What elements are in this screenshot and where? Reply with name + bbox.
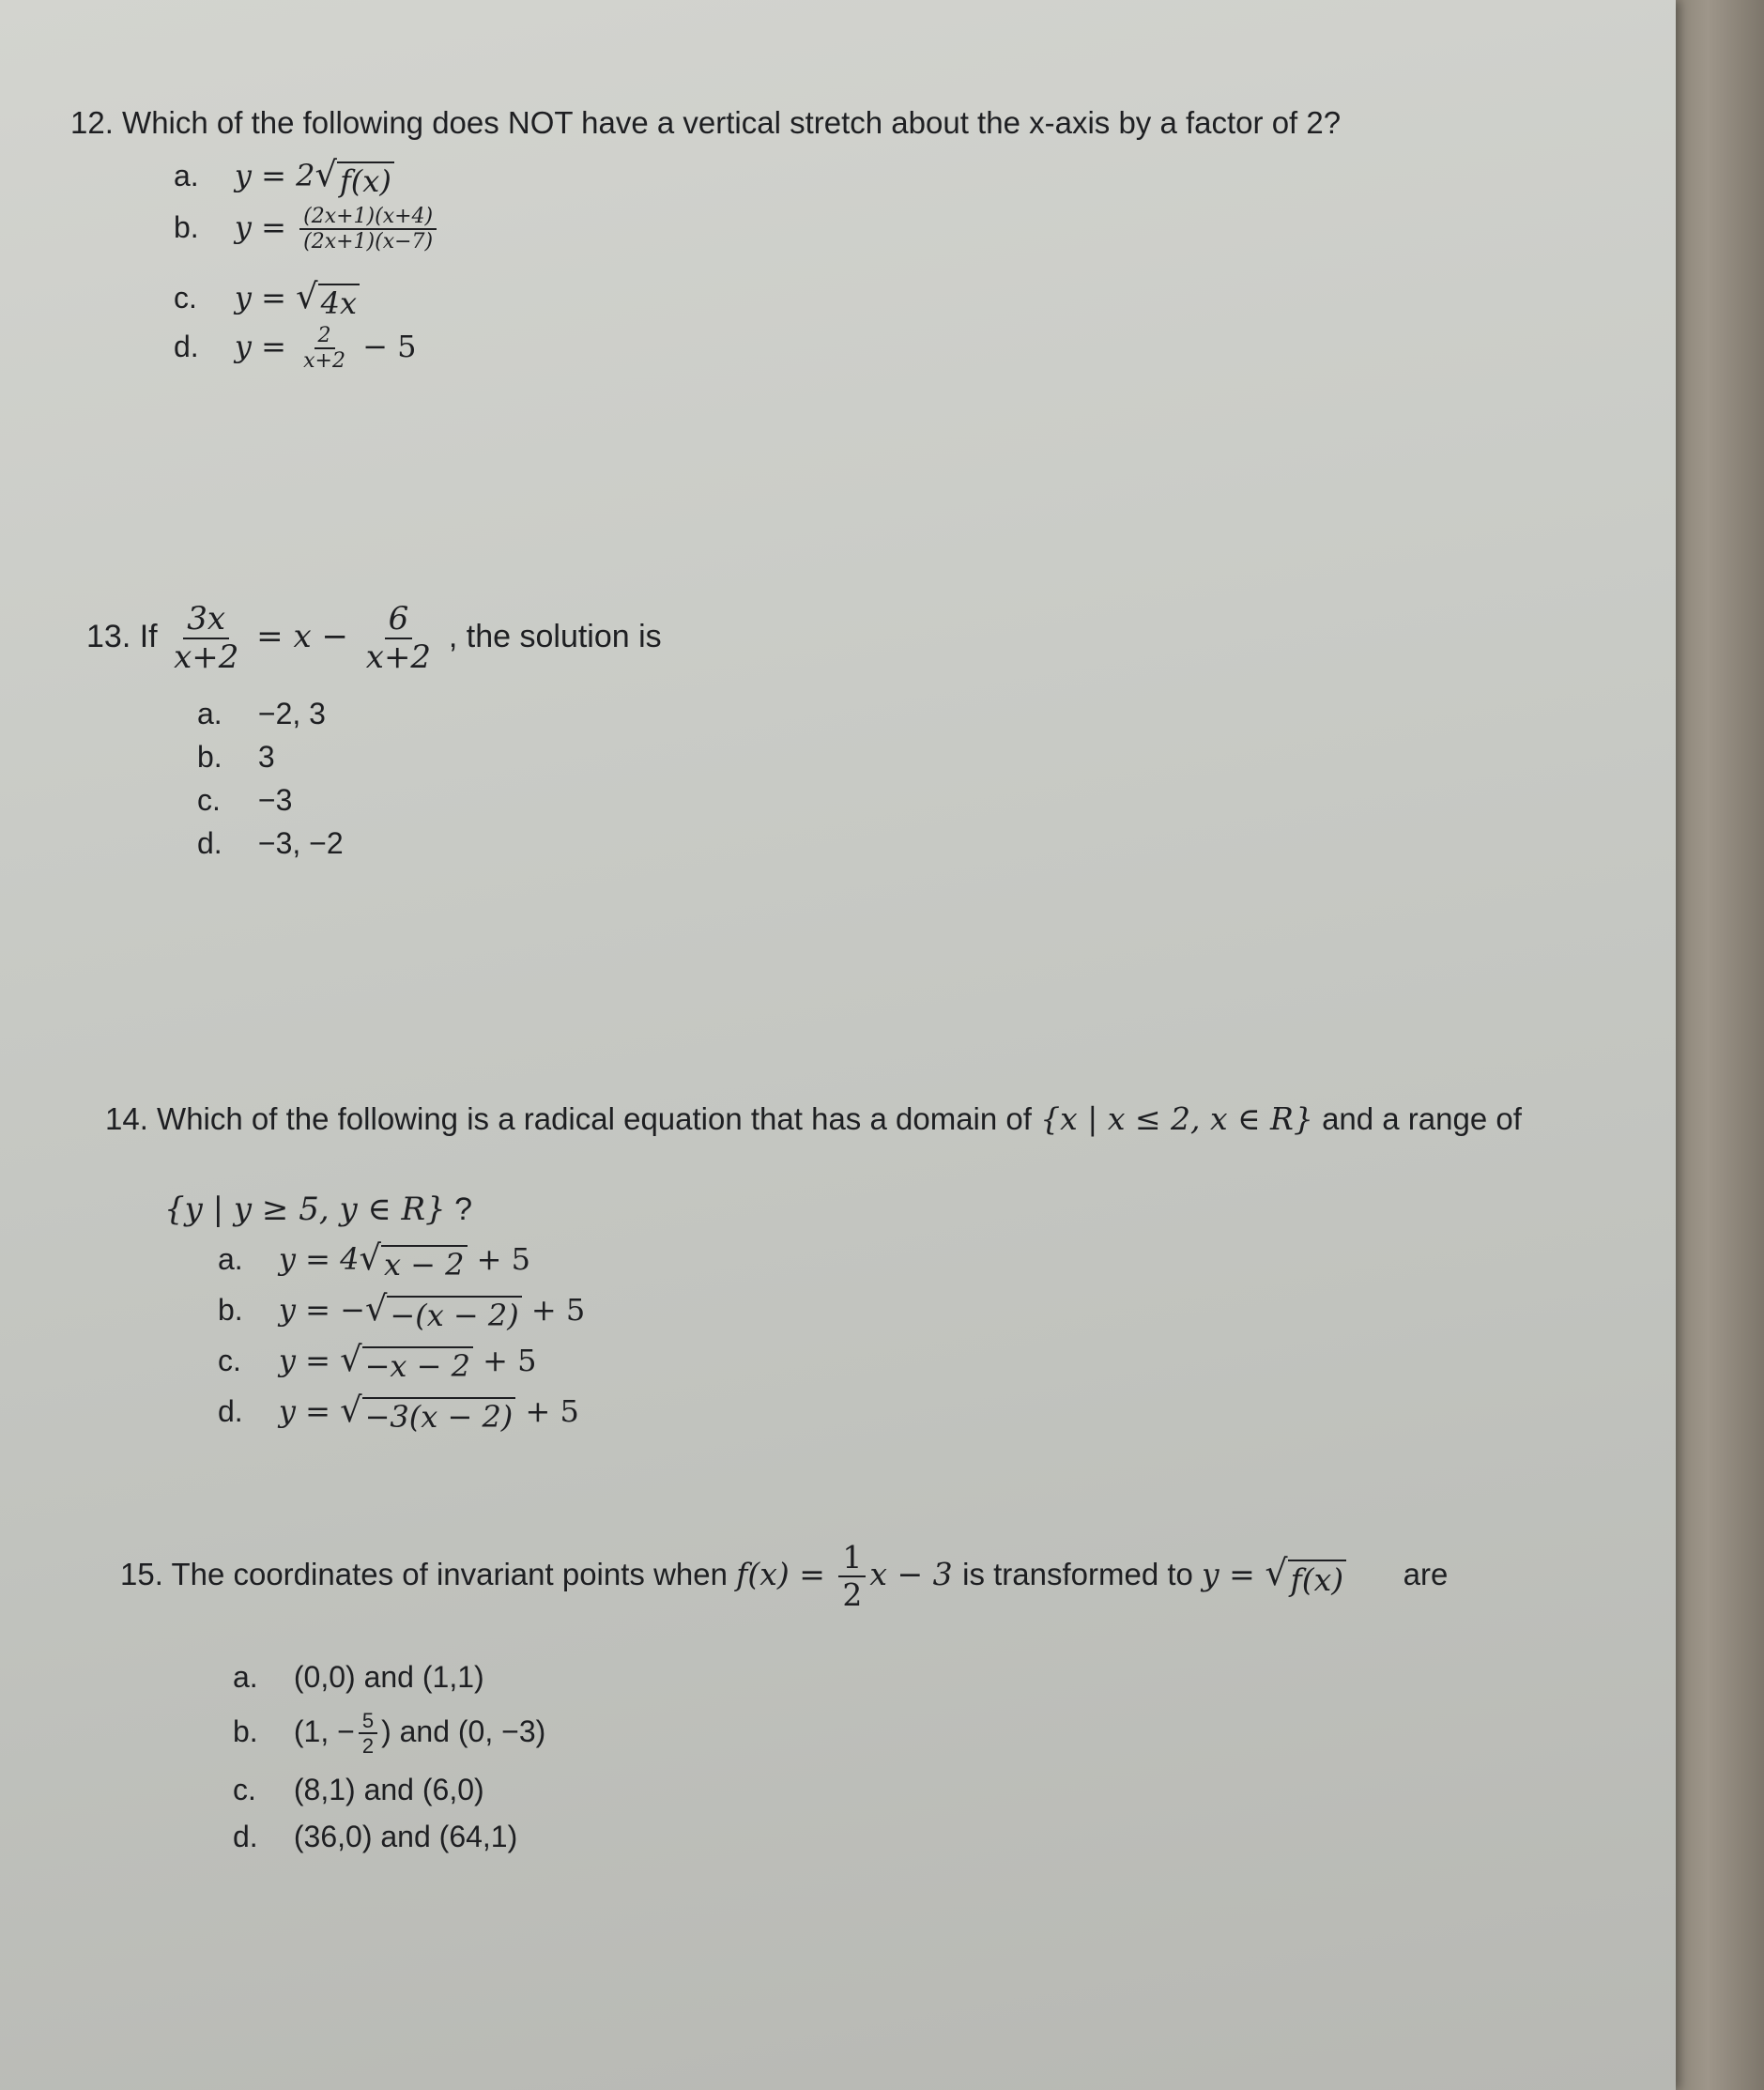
q14-option-c[interactable] bbox=[218, 1339, 537, 1384]
question-12 bbox=[70, 105, 1341, 141]
option-label: c. bbox=[174, 281, 197, 315]
option-label: c. bbox=[233, 1773, 256, 1806]
option-expr: y = 2 √ f(x) bbox=[235, 158, 394, 193]
q13-option-c[interactable] bbox=[197, 783, 292, 818]
q14-option-d[interactable] bbox=[218, 1390, 579, 1435]
option-label: a. bbox=[174, 159, 199, 192]
q13-option-d[interactable] bbox=[197, 826, 344, 861]
question-15-f: f(x) = $\frac{1}{2}$ x − 3 bbox=[736, 1539, 953, 1613]
question-13-equation: $\frac{3x}{x+2}$ = x − $\frac{6}{x+2}$ bbox=[174, 600, 432, 677]
q14-option-a[interactable] bbox=[218, 1237, 531, 1283]
option-expr: y = √ −x − 2 + 5 bbox=[278, 1339, 537, 1384]
option-expr: y = $\frac{2}{x+2}$ − 5 bbox=[234, 324, 417, 374]
q15-option-d[interactable] bbox=[233, 1820, 517, 1854]
option-value: 3 bbox=[257, 740, 275, 774]
option-label: c. bbox=[197, 783, 221, 817]
question-12-number: 12. bbox=[70, 105, 114, 140]
option-label: a. bbox=[233, 1660, 258, 1694]
q12-option-d[interactable] bbox=[174, 324, 416, 374]
option-value: (36,0) and (64,1) bbox=[293, 1820, 518, 1853]
question-14-range: {y | y ≥ 5, y ∈ R} bbox=[164, 1191, 446, 1228]
option-expr: y = √ −3(x − 2) + 5 bbox=[278, 1390, 579, 1435]
option-value: −3 bbox=[257, 783, 293, 817]
option-label: d. bbox=[174, 329, 199, 363]
question-15-g: y = √ f(x) bbox=[1202, 1556, 1357, 1592]
option-value: (8,1) and (6,0) bbox=[293, 1773, 484, 1806]
option-label: b. bbox=[233, 1713, 258, 1748]
option-label: a. bbox=[197, 697, 222, 730]
option-value: −3, −2 bbox=[257, 826, 344, 860]
option-label: b. bbox=[174, 209, 199, 244]
q13-option-b[interactable] bbox=[197, 740, 275, 775]
option-value: (1, − $\frac{5}{2}$ ) and (0, −3) bbox=[293, 1709, 546, 1759]
option-value: −2, 3 bbox=[257, 697, 326, 730]
question-14-text-3: ? bbox=[454, 1191, 473, 1227]
q12-option-b[interactable] bbox=[174, 205, 440, 254]
q13-option-a[interactable] bbox=[197, 697, 326, 731]
question-13 bbox=[86, 601, 662, 676]
question-13-text: , the solution is bbox=[448, 619, 662, 655]
question-14-text-1: 14. Which of the following is a radical equation that has a domain of bbox=[105, 1101, 1032, 1136]
question-12-text: Which of the following does NOT have a vertical stretch about the x-axis by a factor of 2? bbox=[122, 105, 1342, 140]
option-value: (0,0) and (1,1) bbox=[293, 1660, 484, 1694]
q14-option-b[interactable] bbox=[218, 1288, 586, 1333]
option-label: b. bbox=[197, 740, 222, 774]
option-label: a. bbox=[218, 1242, 243, 1276]
q15-option-a[interactable] bbox=[233, 1660, 484, 1695]
option-expr: y = √ 4x bbox=[235, 280, 360, 315]
option-label: d. bbox=[218, 1394, 243, 1428]
option-label: b. bbox=[218, 1293, 243, 1327]
option-expr: y = 4 √ x − 2 + 5 bbox=[278, 1237, 531, 1283]
option-label: c. bbox=[218, 1344, 241, 1377]
question-14 bbox=[105, 1100, 1522, 1137]
q12-option-c[interactable] bbox=[174, 276, 360, 321]
option-label: d. bbox=[197, 826, 222, 860]
question-15-text-2: is transformed to bbox=[962, 1556, 1193, 1591]
question-14-text-2: and a range of bbox=[1322, 1101, 1522, 1136]
q15-option-c[interactable] bbox=[233, 1773, 484, 1807]
question-13-number: 13. If bbox=[86, 619, 158, 655]
question-15 bbox=[120, 1540, 1448, 1613]
question-14-domain: {x | x ≤ 2, x ∈ R} bbox=[1040, 1100, 1313, 1137]
option-label: d. bbox=[233, 1820, 258, 1853]
q15-option-b[interactable] bbox=[233, 1709, 545, 1759]
question-14-range-line bbox=[164, 1191, 472, 1228]
option-expr: y = $\frac{(2x+1)(x+4)}{(2x+1)(x-7)}$ bbox=[235, 209, 440, 245]
question-15-text-3: are bbox=[1403, 1556, 1449, 1591]
desk-background bbox=[1670, 0, 1764, 2090]
question-15-text-1: 15. The coordinates of invariant points when bbox=[120, 1556, 728, 1591]
option-expr: y = − √ −(x − 2) + 5 bbox=[278, 1288, 586, 1333]
q12-option-a[interactable] bbox=[174, 154, 394, 199]
